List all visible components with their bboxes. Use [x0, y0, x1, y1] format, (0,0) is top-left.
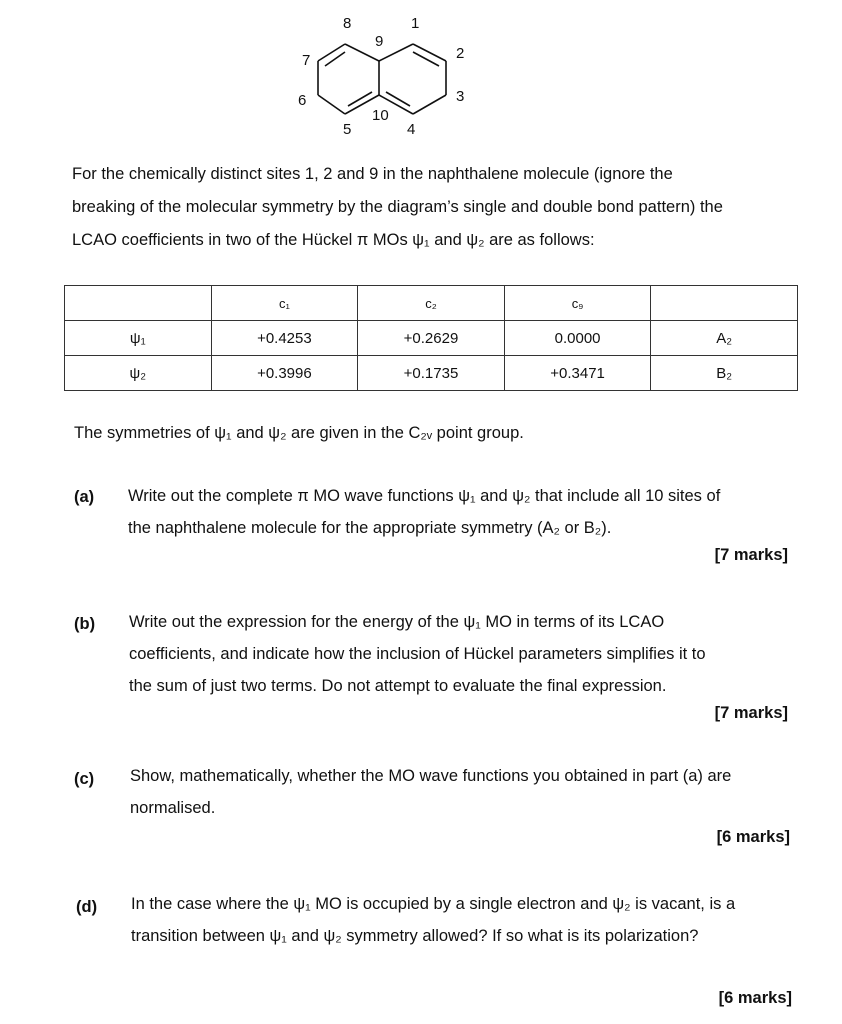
intro-paragraph — [72, 158, 812, 257]
intro-line: For the chemically distinct sites 1, 2 and 9 in the naphthalene molecule (ignore the — [72, 165, 673, 183]
table-cell: 0.0000 — [504, 321, 651, 356]
intro-line: LCAO coefficients in two of the Hückel π MOs ψ₁ and ψ₂ are as follows: — [72, 231, 595, 249]
question-a-text — [128, 480, 798, 544]
question-b-label: (b) — [74, 615, 96, 633]
question-line: Write out the expression for the energy of the ψ₁ MO in terms of its LCAO — [129, 613, 665, 631]
atom-label-5: 5 — [343, 121, 352, 138]
question-b-text — [129, 606, 799, 702]
intro-line: breaking of the molecular symmetry by the diagram’s single and double bond pattern) the — [72, 198, 723, 216]
question-line: In the case where the ψ₁ MO is occupied by a single electron and ψ₂ is vacant, is a — [131, 895, 736, 913]
question-d-marks: [6 marks] — [718, 989, 792, 1007]
table-cell: B₂ — [651, 356, 798, 391]
table-cell: ψ₂ — [65, 356, 212, 391]
question-a-label: (a) — [74, 488, 95, 506]
atom-labels — [298, 15, 464, 138]
question-c-text — [130, 760, 800, 824]
atom-label-4: 4 — [407, 121, 416, 138]
table-row — [65, 356, 798, 391]
table-cell: +0.3996 — [211, 356, 358, 391]
question-line: transition between ψ₁ and ψ₂ symmetry allowed? If so what is its polarization? — [131, 927, 699, 945]
question-d-text — [131, 888, 801, 952]
question-line: normalised. — [130, 799, 216, 817]
question-line: Write out the complete π MO wave functions ψ₁ and ψ₂ that include all 10 sites of — [128, 487, 721, 505]
atom-label-3: 3 — [456, 88, 465, 105]
atom-label-6: 6 — [298, 92, 307, 109]
table-cell: ψ₁ — [65, 321, 212, 356]
table-row — [65, 321, 798, 356]
atom-label-7: 7 — [302, 52, 311, 69]
question-c-marks: [6 marks] — [716, 828, 790, 846]
atom-label-8: 8 — [343, 15, 352, 32]
table-header-row — [65, 286, 798, 321]
table-header-cell: c₁ — [211, 286, 358, 321]
lcao-coefficient-table — [64, 285, 798, 391]
table-cell: +0.1735 — [358, 356, 505, 391]
question-line: Show, mathematically, whether the MO wave functions you obtained in part (a) are — [130, 767, 732, 785]
table-cell: +0.2629 — [358, 321, 505, 356]
question-line: the sum of just two terms. Do not attempt to evaluate the final expression. — [129, 677, 667, 695]
atom-label-1: 1 — [411, 15, 420, 32]
table-cell: +0.3471 — [504, 356, 651, 391]
atom-label-2: 2 — [456, 45, 465, 62]
naphthalene-diagram — [280, 8, 480, 143]
atom-label-10: 10 — [372, 107, 389, 124]
question-d-label: (d) — [76, 898, 98, 916]
table-cell: +0.4253 — [211, 321, 358, 356]
question-line: the naphthalene molecule for the appropriate symmetry (A₂ or B₂). — [128, 519, 612, 537]
symmetry-note: The symmetries of ψ₁ and ψ₂ are given in the C₂ᵥ point group. — [74, 424, 524, 442]
question-c-label: (c) — [74, 770, 95, 788]
table-header-cell — [651, 286, 798, 321]
table-header-cell: c₂ — [358, 286, 505, 321]
question-line: coefficients, and indicate how the inclusion of Hückel parameters simplifies it to — [129, 645, 706, 663]
atom-label-9: 9 — [375, 33, 384, 50]
table-header-cell — [65, 286, 212, 321]
question-a-marks: [7 marks] — [714, 546, 788, 564]
table-cell: A₂ — [651, 321, 798, 356]
question-b-marks: [7 marks] — [714, 704, 788, 722]
table-header-cell: c₉ — [504, 286, 651, 321]
